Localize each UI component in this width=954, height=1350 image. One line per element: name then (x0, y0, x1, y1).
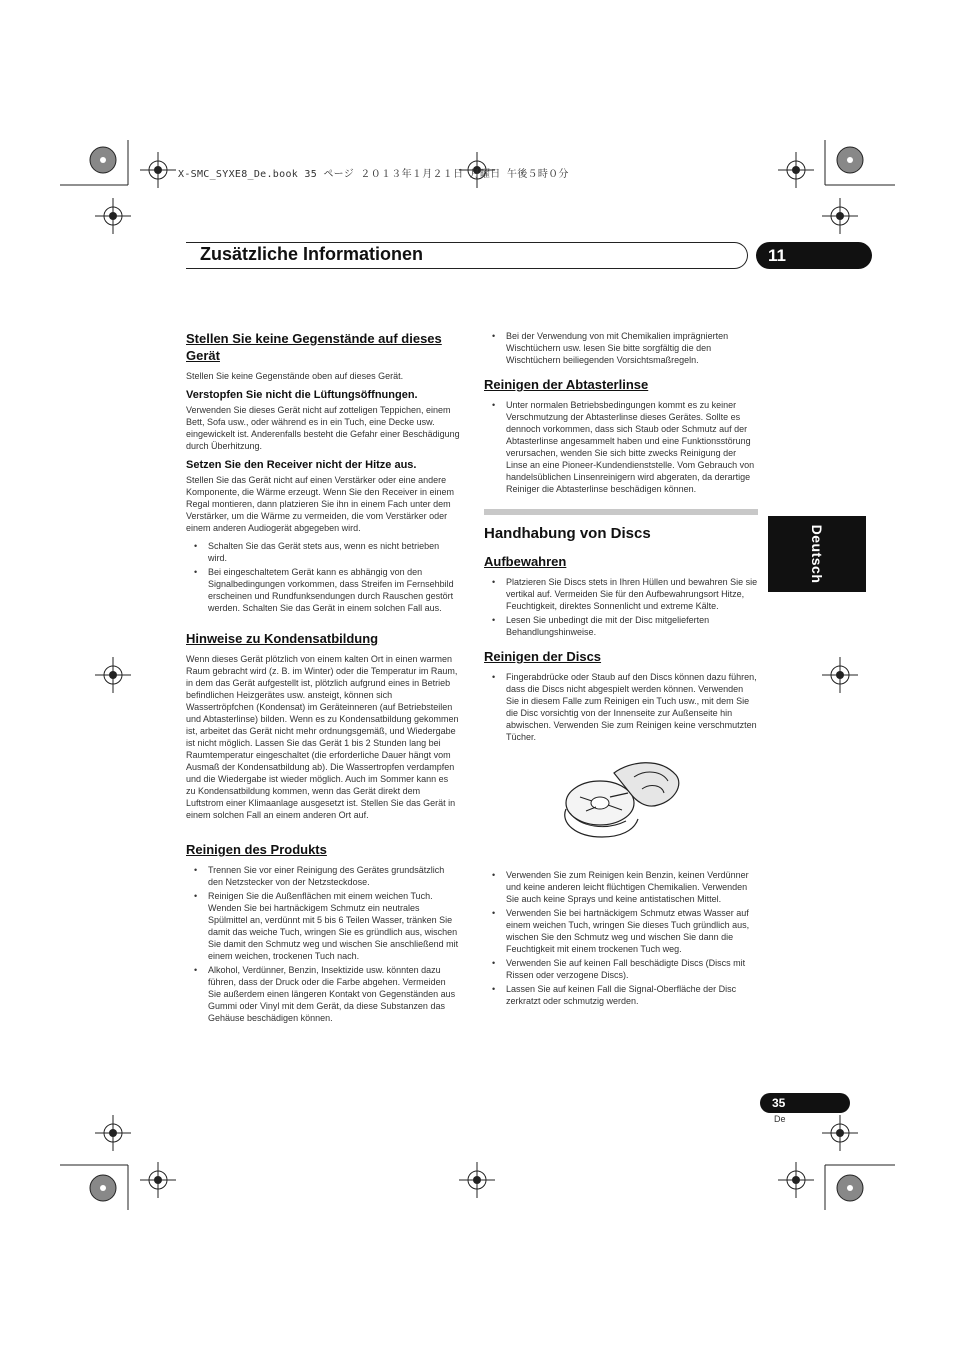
subheading-heat: Setzen Sie den Receiver nicht der Hitze aus. (186, 459, 417, 471)
section-title-objects: Stellen Sie keine Gegenstände auf dieses Gerät (186, 331, 442, 363)
bullet-list-storage (484, 576, 758, 638)
left-column (186, 330, 460, 1034)
bullet-list-cleaning-discs (484, 671, 758, 743)
section-intro: Stellen Sie keine Gegenstände oben auf dieses Gerät. (186, 371, 404, 381)
section-title-cleaning-discs: Reinigen der Discs (484, 649, 602, 664)
section-title-condensation: Hinweise zu Kondensatbildung (186, 631, 379, 646)
bullet-list-power (186, 540, 460, 614)
list-item: • Trennen Sie vor einer Reinigung des Gerätes grundsätzlich den Netzstecker von der Netzsteckdose. (208, 864, 460, 888)
subheading-ventilation: Verstopfen Sie nicht die Lüftungsöffnungen. (186, 389, 418, 401)
list-item: • Schalten Sie das Gerät stets aus, wenn es nicht betrieben wird. (208, 540, 460, 564)
section-title-cleaning-product: Reinigen des Produkts (186, 842, 327, 857)
bullet-list-lens (484, 399, 758, 495)
list-item: • Verwenden Sie auf keinen Fall beschädigte Discs (Discs mit Rissen oder verzogene Discs). (506, 957, 758, 981)
list-item: • Lesen Sie unbedingt die mit der Disc mitgelieferten Behandlungshinweise. (506, 614, 758, 638)
language-tab-label: Deutsch (809, 524, 825, 584)
list-item: • Verwenden Sie bei hartnäckigem Schmutz etwas Wasser auf einem weichen Tuch, wringen Sie dieses Tuch gründlich aus, wischen Sie den Schmutz weg und wischen Sie dann die Feuchtigkeit mit einem trockenen Tuch weg. (506, 907, 758, 955)
section-title-storage: Aufbewahren (484, 554, 567, 569)
right-column (484, 330, 758, 1017)
list-item: • Verwenden Sie zum Reinigen kein Benzin, keinen Verdünner und keine anderen leicht flüchtigen Chemikalien. Verwenden Sie auch keine Sprays und keine antistatischen Mittel. (506, 869, 758, 905)
list-item: • Bei eingeschaltetem Gerät kann es abhängig von den Signalbedingungen vorkommen, dass Streifen im Fernsehbild erscheinen und Rundfunksendungen durch Rauschen gestört werden. Schalten Sie das Gerät in einem solchen Fall aus. (208, 566, 460, 614)
list-item: • Platzieren Sie Discs stets in Ihren Hüllen und bewahren Sie sie vertikal auf. Vermeiden Sie für den Aufbewahrungsort Hitze, Feuchtigkeit, direktes Sonnenlicht und extreme Kälte. (506, 576, 758, 612)
bullet-list-disc-care (484, 869, 758, 1007)
chapter-number: 11 (756, 242, 872, 269)
list-item: • Unter normalen Betriebsbedingungen kommt es zu keiner Verschmutzung der Abtasterlinse dieses Gerätes. Sollte es dennoch vorkommen, dass sich Staub oder Schmutz auf der Abtasterlinse angesammelt haben und eine Funktionsstörung verursachen, wenden Sie sich bitte zwecks Reinigung der Linse an eine Pioneer-Kundendienststelle. Vom Gebrauch von handelsüblichen Linsenreinigern wird abgeraten, da derartige Reiniger die Abtasterlinse beschädigen können. (506, 399, 758, 495)
list-item: • Reinigen Sie die Außenflächen mit einem weichen Tuch. Wenden Sie bei hartnäckigem Schmutz ein neutrales Spülmittel an, verdünnt mit 5 bis 6 Teilen Wasser, tränken Sie damit das weiche Tuch, wringen Sie es gründlich aus, wischen Sie damit den Schmutz weg und wischen Sie anschließend mit einem weichen, trockenen Tuch nach. (208, 890, 460, 962)
list-item: • Fingerabdrücke oder Staub auf den Discs können dazu führen, dass die Discs nicht abgespielt werden können. Verwenden Sie in diesem Falle zum Reinigen ein Tuch usw., mit dem Sie die Disc vorsichtig von der Innenseite zur Außenseite hin abwischen. Verwenden Sie zum Reinigen keine verschmutzten Tücher. (506, 671, 758, 743)
paragraph-condensation: Wenn dieses Gerät plötzlich von einem kalten Ort in einen warmen Raum gebracht wird (z. B. im Winter) oder die Temperatur im Raum, in dem das Gerät aufgestellt ist, plötzlich aufgrund eines in Betrieb befindlichen Heizgerätes usw. ansteigt, können sich Wassertröpfchen (Kondensat) im Geräteinneren (auf Betriebsteilen und Abtasterlinse) bilden. Wenn es zu Kondensatbildung gekommen ist, arbeitet das Gerät nicht mehr ordnungsgemäß, und Wiedergabe ist nicht möglich. Lassen Sie das Gerät 1 bis 2 Stunden lang bei Raumtemperatur eingeschaltet (die erforderliche Dauer hängt vom Ausmaß der Kondensatbildung ab). Die Wassertropfen verdampfen und die Wiedergabe ist wieder möglich. Auch im Sommer kann es zu Kondensatbildung kommen, wenn das Gerät direkt dem Luftstrom einer Klimaanlage ausgesetzt ist. Stellen Sie das Gerät in einem solchen Fall an einem anderen Ort auf. (186, 654, 459, 820)
page-language: De (774, 1114, 786, 1124)
paragraph-heat: Stellen Sie das Gerät nicht auf einen Verstärker oder eine andere Komponente, die Wärme erzeugt. Wenn Sie den Receiver in einem Regal montieren, dann platzieren Sie ihn in einem Fach unter dem Verstärker, um die Wärme zu vermeiden, die vom Verstärker oder einem anderen Audiogerät abgegeben wird. (186, 475, 454, 533)
section-title-discs: Handhabung von Discs (484, 525, 651, 542)
language-tab (768, 516, 866, 592)
list-item: • Alkohol, Verdünner, Benzin, Insektizide usw. könnten dazu führen, dass der Druck oder die Farbe abgehen. Vermeiden Sie außerdem einen längeren Kontakt von Gegenständen aus Gummi oder Vinyl mit dem Gerät, da diese Substanzen das Gehäuse beschädigen können. (208, 964, 460, 1024)
section-title-lens: Reinigen der Abtasterlinse (484, 377, 649, 392)
paragraph-ventilation: Verwenden Sie dieses Gerät nicht auf zotteligen Teppichen, einem Bett, Sofa usw., oder während es in ein Tuch, eine Decke usw. eingewickelt ist. Anderenfalls besteht die Gefahr einer Beschädigung durch Überhitzung. (186, 405, 460, 451)
bullet-list-wipes (484, 330, 758, 366)
print-header: X-SMC_SYXE8_De.book 35 ページ ２０１３年１月２１日 月曜日 午後５時０分 (178, 169, 569, 180)
chapter-title: Zusätzliche Informationen (200, 244, 424, 264)
disc-cleaning-illustration (550, 753, 690, 841)
bullet-list-cleaning (186, 864, 460, 1024)
page-number: 35 (760, 1093, 850, 1113)
section-divider (484, 509, 758, 515)
list-item: • Lassen Sie auf keinen Fall die Signal-Oberfläche der Disc zerkratzt oder schmutzig werden. (506, 983, 758, 1007)
list-item: • Bei der Verwendung von mit Chemikalien imprägnierten Wischtüchern usw. lesen Sie bitte sorgfältig die den Wischtüchern beiliegenden Vorsichtsmaßregeln. (506, 330, 758, 366)
